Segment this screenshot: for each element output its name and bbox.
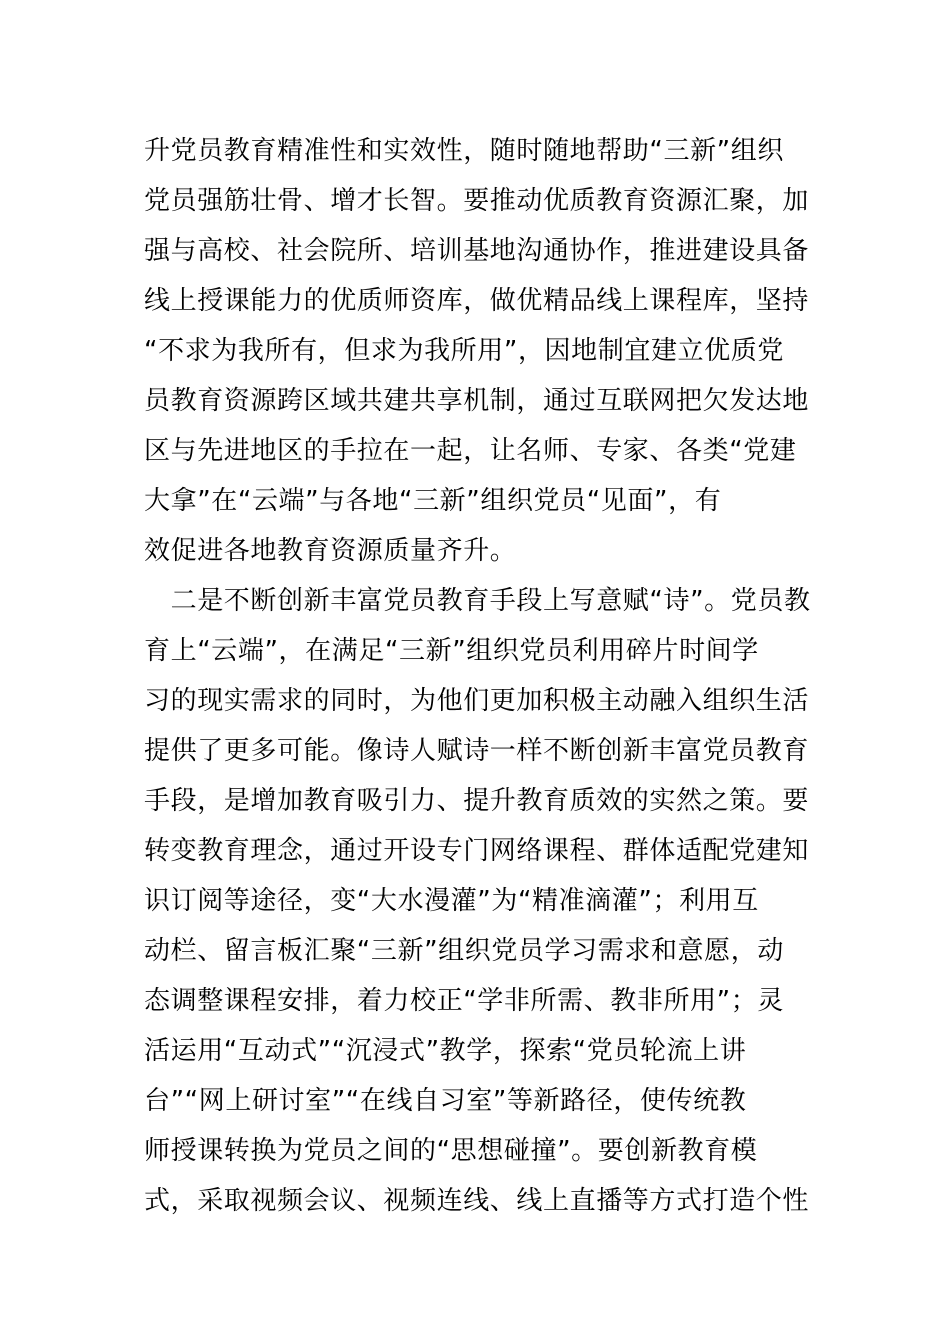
text-line: 习的现实需求的同时，为他们更加积极主动融入组织生活 [144,686,810,716]
text-line: 员教育资源跨区域共建共享机制，通过互联网把欠发达地 [144,386,810,416]
text-line: 升党员教育精准性和实效性，随时随地帮助“三新”组织 [144,136,784,166]
text-line: 强与高校、社会院所、培训基地沟通协作，推进建设具备 [144,236,810,266]
text-line: “不求为我所有，但求为我所用”，因地制宜建立优质党 [144,336,784,366]
text-line: 育上“云端”，在满足“三新”组织党员利用碎片时间学 [144,636,759,666]
body-text [144,126,812,1226]
text-line: 台”“网上研讨室”“在线自习室”等新路径，使传统教 [144,1086,747,1116]
text-line: 党员强筋壮骨、增才长智。要推动优质教育资源汇聚，加 [144,186,810,216]
text-line: 二是不断创新丰富党员教育手段上写意赋“诗”。党员教 [144,586,811,616]
text-line: 式，采取视频会议、视频连线、线上直播等方式打造个性 [144,1186,810,1216]
text-line: 活运用“互动式”“沉浸式”教学，探索“党员轮流上讲 [144,1036,747,1066]
text-line: 识订阅等途径，变“大水漫灌”为“精准滴灌”；利用互 [144,886,759,916]
text-line: 动栏、留言板汇聚“三新”组织党员学习需求和意愿，动 [144,936,784,966]
text-line: 转变教育理念，通过开设专门网络课程、群体适配党建知 [144,836,810,866]
text-line: 大拿”在“云端”与各地“三新”组织党员“见面”，有 [144,486,722,516]
text-line: 效促进各地教育资源质量齐升。 [144,536,517,566]
text-line: 态调整课程安排，着力校正“学非所需、教非所用”；灵 [144,986,784,1016]
text-line: 提供了更多可能。像诗人赋诗一样不断创新丰富党员教育 [144,736,810,766]
text-line: 线上授课能力的优质师资库，做优精品线上课程库，坚持 [144,286,810,316]
text-line: 手段，是增加教育吸引力、提升教育质效的实然之策。要 [144,786,810,816]
text-line: 师授课转换为党员之间的“思想碰撞”。要创新教育模 [144,1136,758,1166]
text-line: 区与先进地区的手拉在一起，让名师、专家、各类“党建 [144,436,797,466]
